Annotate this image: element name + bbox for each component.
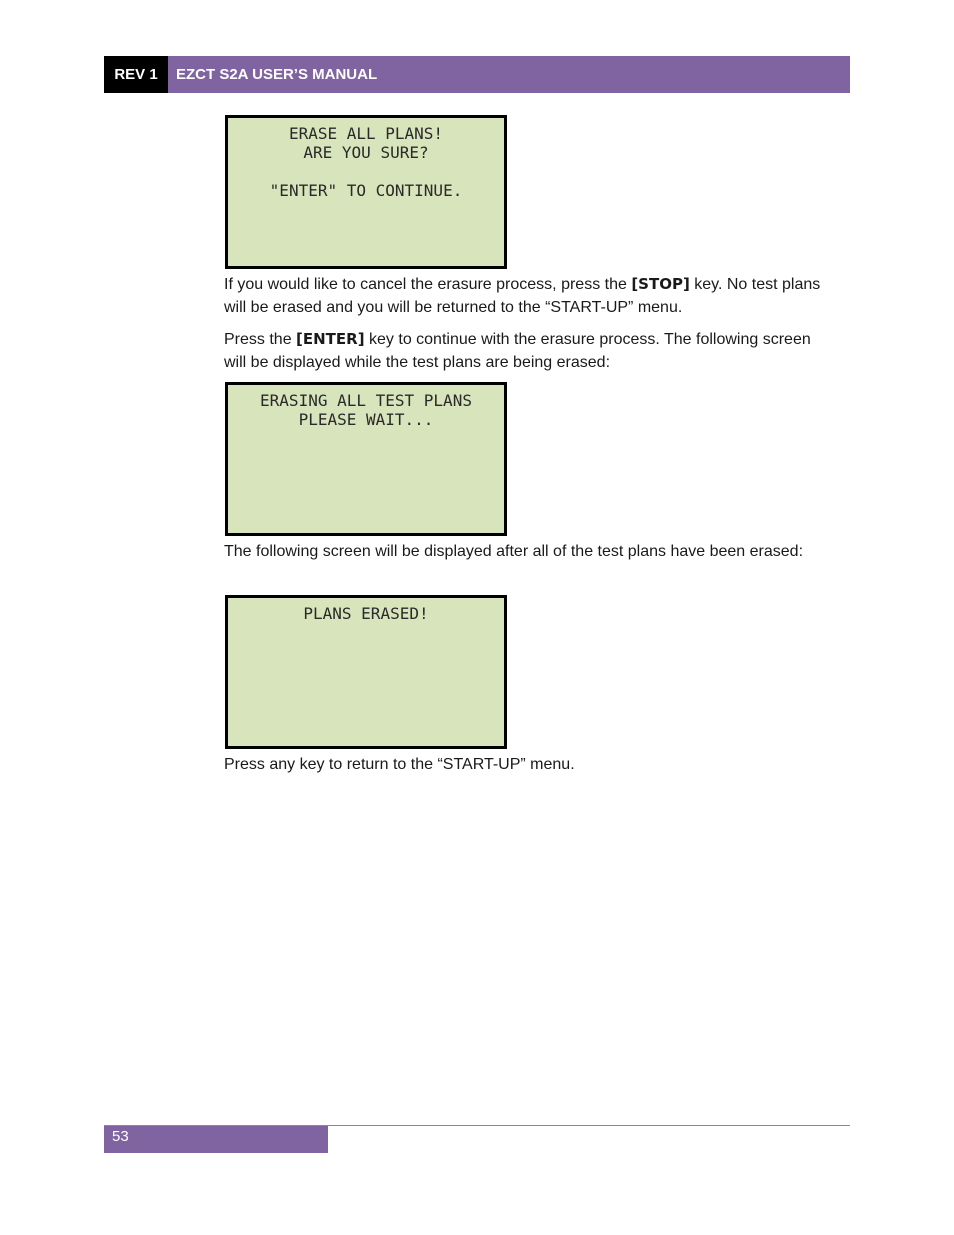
lcd-line: ARE YOU SURE? [303, 143, 429, 162]
lcd-line: ERASE ALL PLANS! [288, 124, 444, 143]
lcd-screen-erasing [225, 382, 507, 536]
paragraph-text: Press the [224, 331, 297, 348]
paragraph-after-erase: The following screen will be displayed after all of the test plans have been erased: [224, 543, 804, 560]
stop-key-label: [STOP] [631, 275, 690, 293]
lcd-line: ERASING ALL TEST PLANS [260, 391, 472, 410]
page-number: 53 [104, 1126, 328, 1153]
paragraph-enter [224, 328, 834, 374]
paragraph-return: Press any key to return to the “START-UP” menu. [224, 756, 575, 773]
revision-label: REV 1 [104, 56, 168, 93]
paragraph-text: key to continue with the erasure process. The following screen will be displayed while the test plans are being erased: [224, 331, 811, 371]
paragraph-cancel [224, 273, 834, 319]
manual-title: EZCT S2A USER’S MANUAL [168, 56, 850, 93]
lcd-line: PLEASE WAIT... [298, 410, 434, 429]
lcd-line: PLANS ERASED! [303, 604, 429, 623]
lcd-screen-erase-confirm [225, 115, 507, 269]
lcd-line: "ENTER" TO CONTINUE. [269, 181, 463, 200]
paragraph-text: key. No test plans will be erased and you will be returned to the “START-UP” menu. [224, 276, 821, 316]
lcd-screen-erased [225, 595, 507, 749]
page-header [104, 56, 850, 93]
paragraph-text: If you would like to cancel the erasure process, press the [224, 276, 632, 293]
enter-key-label: [ENTER] [296, 330, 365, 348]
lcd-line [228, 162, 504, 181]
